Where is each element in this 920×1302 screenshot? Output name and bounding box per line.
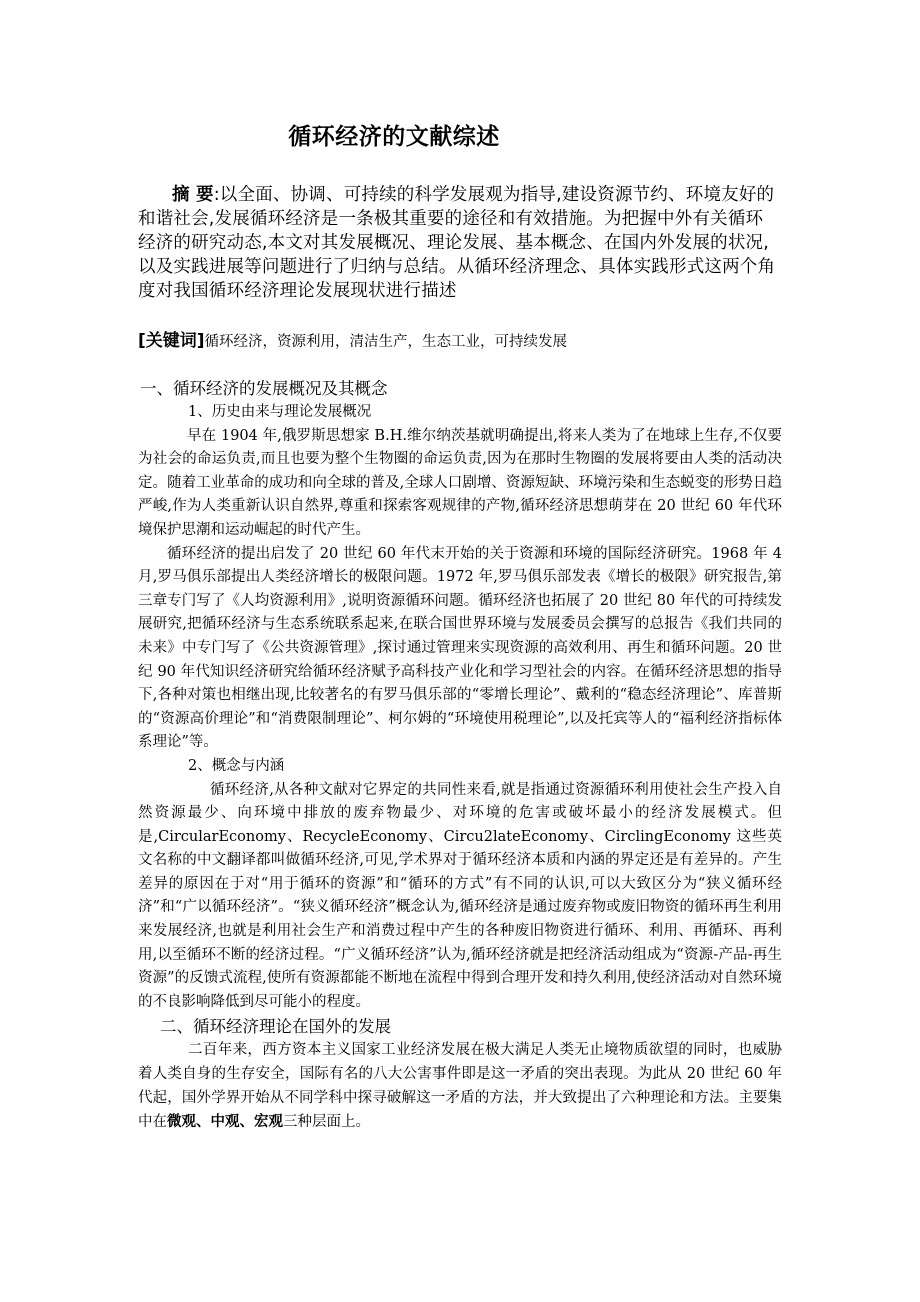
section2-paragraph-1-bold: 微观、中观、宏观 <box>167 1113 283 1131</box>
body-text <box>138 376 782 1135</box>
section2-heading: 二、循环经济理论在国外的发展 <box>160 1017 391 1037</box>
section1-sub1-paragraph-1: 早在 1904 年,俄罗斯思想家 B.H.维尔纳茨基就明确提出,将来人类为了在地球上生存,不仅要为社会的命运负责,而且也要为整个生物圈的命运负责,因为在那时生物圈的发展将要由人类的活动决定。随着工业革命的成功和向全球的普及,全球人口剧增、资源短缺、环境污染和生态蜕变的形势日趋严峻,作为人类重新认识自然界,尊重和探索客观规律的产物,循环经济思想萌芽在 20 世纪 60 年代环境保护思潮和运动崛起的时代产生。 <box>138 427 782 538</box>
section1-sub2-paragraph-1: 循环经济,从各种文献对它界定的共同性来看,就是指通过资源循环利用使社会生产投入自然资源最少、向环境中排放的废弃物最少、对环境的危害或破坏最小的经济发展模式。但是,CircularEconomy、RecycleEconomy、Circu2lateEconomy、CirclingEconomy 这些英文名称的中文翻译都叫做循环经济,可见,学术界对于循环经济本质和内涵的界定还是有差异的。产生差异的原因在于对“用于循环的资源”和“循环的方式”有不同的认识,可以大致区分为“狭义循环经济”和“广以循环经济”。“狭义循环经济”概念认为,循环经济是通过废弃物或废旧物资的循环再生利用来发展经济,也就是利用社会生产和消费过程中产生的各种废旧物资进行循环、利用、再循环、再利用,以至循环不断的经济过程。“广义循环经济”认为,循环经济就是把经济活动组成为“资源-产品-再生资源”的反馈式流程,使所有资源都能不断地在流程中得到合理开发和持久利用,使经济活动对自然环境的不良影响降低到尽可能小的程度。 <box>138 781 782 1010</box>
section2-paragraph-1-text-b: 三种层面上。 <box>283 1114 370 1131</box>
keywords-text: 循环经济，资源利用，清洁生产，生态工业，可持续发展 <box>204 334 568 350</box>
section1-heading: 一、循环经济的发展概况及其概念 <box>140 379 388 398</box>
abstract-text: :以全面、协调、可持续的科学发展观为指导,建设资源节约、环境友好的和谐社会,发展循环经济是一条极其重要的途径和有效措施。为把握中外有关循环经济的研究动态,本文对其发展概况、理论发展、基本概念、在国内外发展的状况,以及实践进展等问题进行了归纳与总结。从循环经济理念、具体实践形式这两个角度对我国循环经济理论发展现状进行描述 <box>138 185 776 301</box>
section1-sub1-heading: 1、历史由来与理论发展概况 <box>188 404 372 420</box>
abstract-paragraph <box>138 183 780 303</box>
section2-paragraph-1-text-a: 二百年来，西方资本主义国家工业经济发展在极大满足人类无止境物质欲望的同时，也威胁着人类自身的生存安全，国际有名的八大公害事件即是这一矛盾的突出表现。为此从 20 世纪 60 年代起，国外学界开始从不同学科中探寻破解这一矛盾的方法，并大致提出了六种理论和方法。主要集中在 <box>138 1042 782 1131</box>
abstract-label: 摘 要 <box>172 185 214 205</box>
section1-sub2-heading: 2、概念与内涵 <box>188 757 285 774</box>
document-title: 循环经济的文献综述 <box>288 124 500 150</box>
section1-sub1-paragraph-2: 循环经济的提出启发了 20 世纪 60 年代末开始的关于资源和环境的国际经济研究。1968 年 4 月,罗马俱乐部提出人类经济增长的极限问题。1972 年,罗马俱乐部发表《增长的极限》研究报告,第三章专门写了《人均资源利用》,说明资源循环问题。循环经济也拓展了 20 世纪 80 年代的可持续发展研究,把循环经济与生态系统联系起来,在联合国世界环境与发展委员会撰写的总报告《我们共同的未来》中专门写了《公共资源管理》,探讨通过管理来实现资源的高效利用、再生和循环问题。20 世纪 90 年代知识经济研究给循环经济赋予高科技产业化和学习型社会的内容。在循环经济思想的指导下,各种对策也相继出现,比较著名的有罗马俱乐部的“零增长理论”、戴利的“稳态经济理论”、库普斯的“资源高价理论”和“消费限制理论”、柯尔姆的“环境使用税理论”,以及托宾等人的“福利经济指标体系理论”等。 <box>138 545 782 751</box>
keywords-label: [关键词] <box>138 331 205 351</box>
section2-paragraph-1 <box>138 1039 782 1134</box>
keywords-line <box>138 329 780 354</box>
